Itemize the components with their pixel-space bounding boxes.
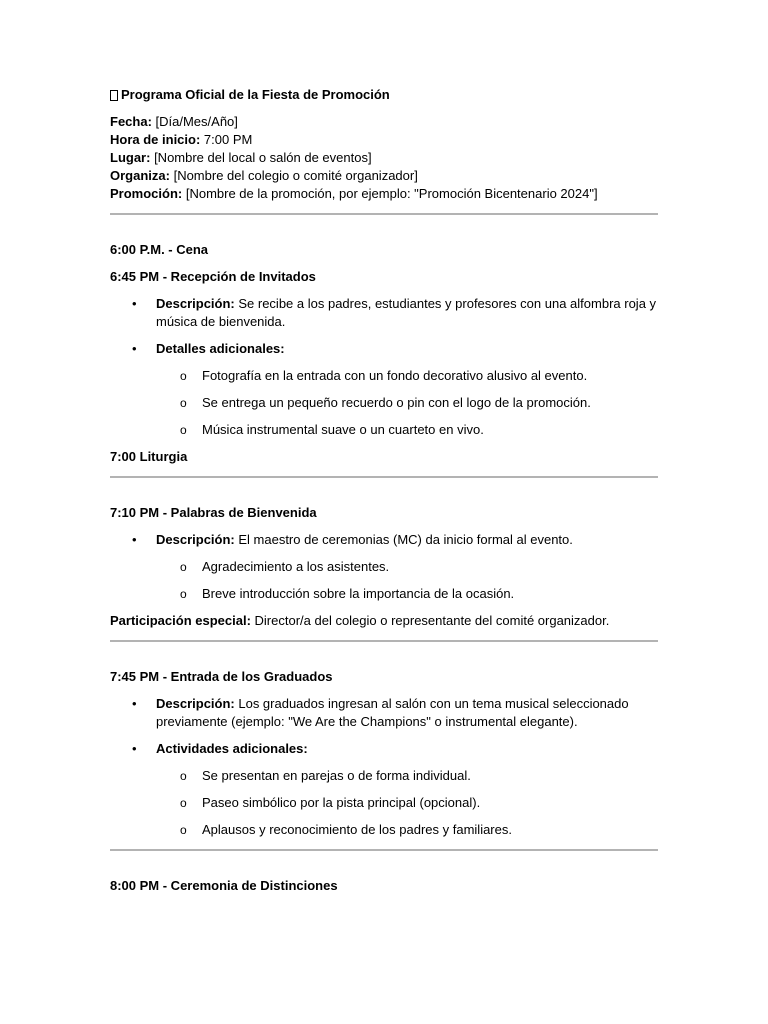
welcome-list [110,531,658,549]
info-organizer-label: Organiza: [110,168,170,183]
sublist-item: o Música instrumental suave o un cuarteto en vivo. [110,421,658,439]
desc-label: Descripción: [156,696,235,711]
heading-liturgy: 7:00 Liturgia [110,449,188,464]
heading-graduates-entrance: 7:45 PM - Entrada de los Graduados [110,669,333,684]
section-divider [110,640,658,642]
section-divider [110,476,658,478]
details-label: Detalles adicionales: [156,341,285,356]
activities-label: Actividades adicionales: [156,741,308,756]
special-participation [110,612,658,630]
sublist-item: o Paseo simbólico por la pista principal (opcional). [110,794,658,812]
document-title-text: Programa Oficial de la Fiesta de Promoción [121,87,390,102]
info-promotion-label: Promoción: [110,186,183,201]
list-item [110,340,658,358]
activities-sublist [110,767,658,839]
list-item [110,531,658,549]
info-organizer-value: [Nombre del colegio o comité organizador] [169,168,418,183]
desc-text: El maestro de ceremonias (MC) da inicio formal al evento. [234,532,573,547]
info-promotion [110,185,658,203]
info-date-label: Fecha: [110,114,152,129]
heading-distinctions: 8:00 PM - Ceremonia de Distinciones [110,878,338,893]
section-divider [110,849,658,851]
info-start-time [110,131,658,149]
section-divider [110,213,658,215]
reception-list [110,295,658,358]
info-venue [110,149,658,167]
info-venue-label: Lugar: [110,150,151,165]
event-info [110,113,658,203]
info-start-time-value: 7:00 PM [200,132,253,147]
list-item [110,740,658,758]
list-item [110,295,658,331]
desc-label: Descripción: [156,296,235,311]
info-promotion-value: [Nombre de la promoción, por ejemplo: "Promoción Bicentenario 2024"] [182,186,598,201]
special-text: Director/a del colegio o representante del comité organizador. [250,613,610,628]
desc-label: Descripción: [156,532,235,547]
graduates-list [110,695,658,758]
desc-text: Se recibe a los padres, estudiantes y profesores con una alfombra roja y música de bienvenida. [156,296,657,329]
list-item [110,695,658,731]
heading-reception: 6:45 PM - Recepción de Invitados [110,269,316,284]
document-title [110,86,658,104]
sublist-item: o Se entrega un pequeño recuerdo o pin con el logo de la promoción. [110,394,658,412]
sublist-item: o Fotografía en la entrada con un fondo decorativo alusivo al evento. [110,367,658,385]
missing-glyph-icon [110,90,118,101]
info-date-value: [Día/Mes/Año] [151,114,238,129]
info-venue-value: [Nombre del local o salón de eventos] [150,150,372,165]
special-label: Participación especial: [110,613,251,628]
sublist-item: o Aplausos y reconocimiento de los padres y familiares. [110,821,658,839]
heading-dinner: 6:00 P.M. - Cena [110,242,209,257]
info-date [110,113,658,131]
details-sublist [110,367,658,439]
info-organizer [110,167,658,185]
sublist-item: o Se presentan en parejas o de forma individual. [110,767,658,785]
heading-welcome: 7:10 PM - Palabras de Bienvenida [110,505,317,520]
info-start-time-label: Hora de inicio: [110,132,201,147]
desc-text: Los graduados ingresan al salón con un tema musical seleccionado previamente (ejemplo: "We Are the Champions" o instrumental elegante). [156,696,629,729]
document-page [110,86,658,895]
sublist-item: o Breve introducción sobre la importancia de la ocasión. [110,585,658,603]
welcome-sublist [110,558,658,603]
sublist-item: o Agradecimiento a los asistentes. [110,558,658,576]
